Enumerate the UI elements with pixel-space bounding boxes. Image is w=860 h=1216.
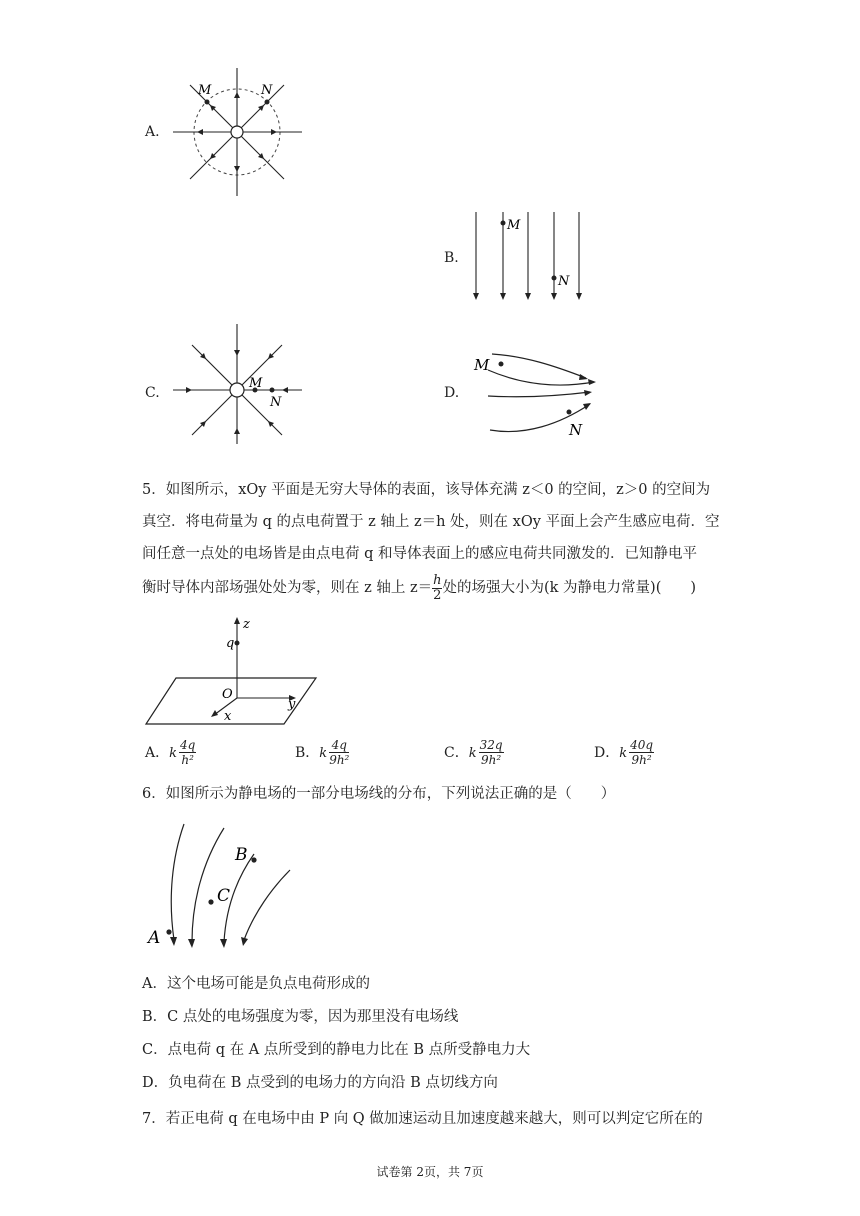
q6-option-a: A．这个电场可能是负点电荷形成的 <box>142 976 370 992</box>
q4-option-d-figure <box>470 340 600 440</box>
q4-option-a-figure <box>170 66 305 198</box>
q5-line-1: 5．如图所示，xOy 平面是无穷大导体的表面，该导体充满 z＜0 的空间，z＞0 的空间为 <box>142 482 711 498</box>
q4-option-b-label: B. <box>444 250 459 266</box>
q5-line-3: 间任意一点处的电场皆是由点电荷 q 和导体表面上的感应电荷共同激发的．已知静电平 <box>142 546 697 562</box>
point-b-dot <box>251 857 256 862</box>
charge-q-label: q <box>226 636 235 651</box>
axis-z-label: z <box>243 617 250 632</box>
point-charge <box>230 383 244 397</box>
q4-option-a-label: A. <box>145 124 160 140</box>
q5-stem <box>142 474 722 604</box>
point-n-label: N <box>270 395 282 410</box>
point-a-dot <box>166 929 171 934</box>
q5-option-d: D．k $\frac{40q}{\text{9h²}}$ <box>594 738 654 767</box>
axis-y-label: y <box>288 697 296 712</box>
point-c-dot <box>208 899 213 904</box>
q5-option-a: A．k $\frac{4q}{\text{h²}}$ <box>145 738 196 767</box>
q6-stem: 6．如图所示为静电场的一部分电场线的分布，下列说法正确的是（ ） <box>142 786 616 802</box>
point-n-label: N <box>558 274 570 289</box>
point-c-label: C <box>217 886 231 906</box>
point-a-label: A <box>148 928 161 948</box>
point-n-label: N <box>569 421 583 439</box>
q5-inline-fraction: $\frac{h}{2}$ <box>433 572 442 603</box>
point-n-label: N <box>261 83 273 98</box>
q4-option-b-figure <box>466 208 586 304</box>
point-m-label: M <box>474 356 490 374</box>
q5-figure <box>142 614 322 728</box>
q5-option-c: C．k $\frac{32q}{\text{9h²}}$ <box>444 738 503 767</box>
q5-line-4b: 处的场强大小为(k 为静电力常量)( ) <box>442 580 697 596</box>
q6-figure <box>142 818 302 958</box>
q5-line-2: 真空．将电荷量为 q 的点电荷置于 z 轴上 z＝h 处，则在 xOy 平面上会产生感应电荷．空 <box>142 514 720 530</box>
q6-option-d: D．负电荷在 B 点受到的电场力的方向沿 B 点切线方向 <box>142 1075 498 1091</box>
point-m-label: M <box>249 376 263 391</box>
q4-option-d-label: D. <box>444 385 460 401</box>
origin-label: O <box>222 687 233 702</box>
charge-q-dot <box>235 641 240 646</box>
axis-x-label: x <box>224 709 232 724</box>
q4-option-c-label: C. <box>145 385 160 401</box>
point-m-label: M <box>507 218 521 233</box>
q7-stem: 7．若正电荷 q 在电场中由 P 向 Q 做加速运动且加速度越来越大，则可以判定它所在的 <box>142 1111 703 1127</box>
point-m-label: M <box>198 83 212 98</box>
page-footer: 试卷第 2页，共 7页 <box>376 1165 484 1179</box>
q6-option-c: C．点电荷 q 在 A 点所受到的静电力比在 B 点所受静电力大 <box>142 1042 531 1058</box>
point-b-label: B <box>235 845 248 865</box>
q5-option-b: B．k $\frac{4q}{\text{9h²}}$ <box>295 738 350 767</box>
q6-option-b: B．C 点处的电场强度为零，因为那里没有电场线 <box>142 1009 459 1025</box>
q5-line-4a: 衡时导体内部场强处处为零，则在 z 轴上 z＝ <box>142 580 433 596</box>
q4-option-c-figure <box>170 322 305 446</box>
